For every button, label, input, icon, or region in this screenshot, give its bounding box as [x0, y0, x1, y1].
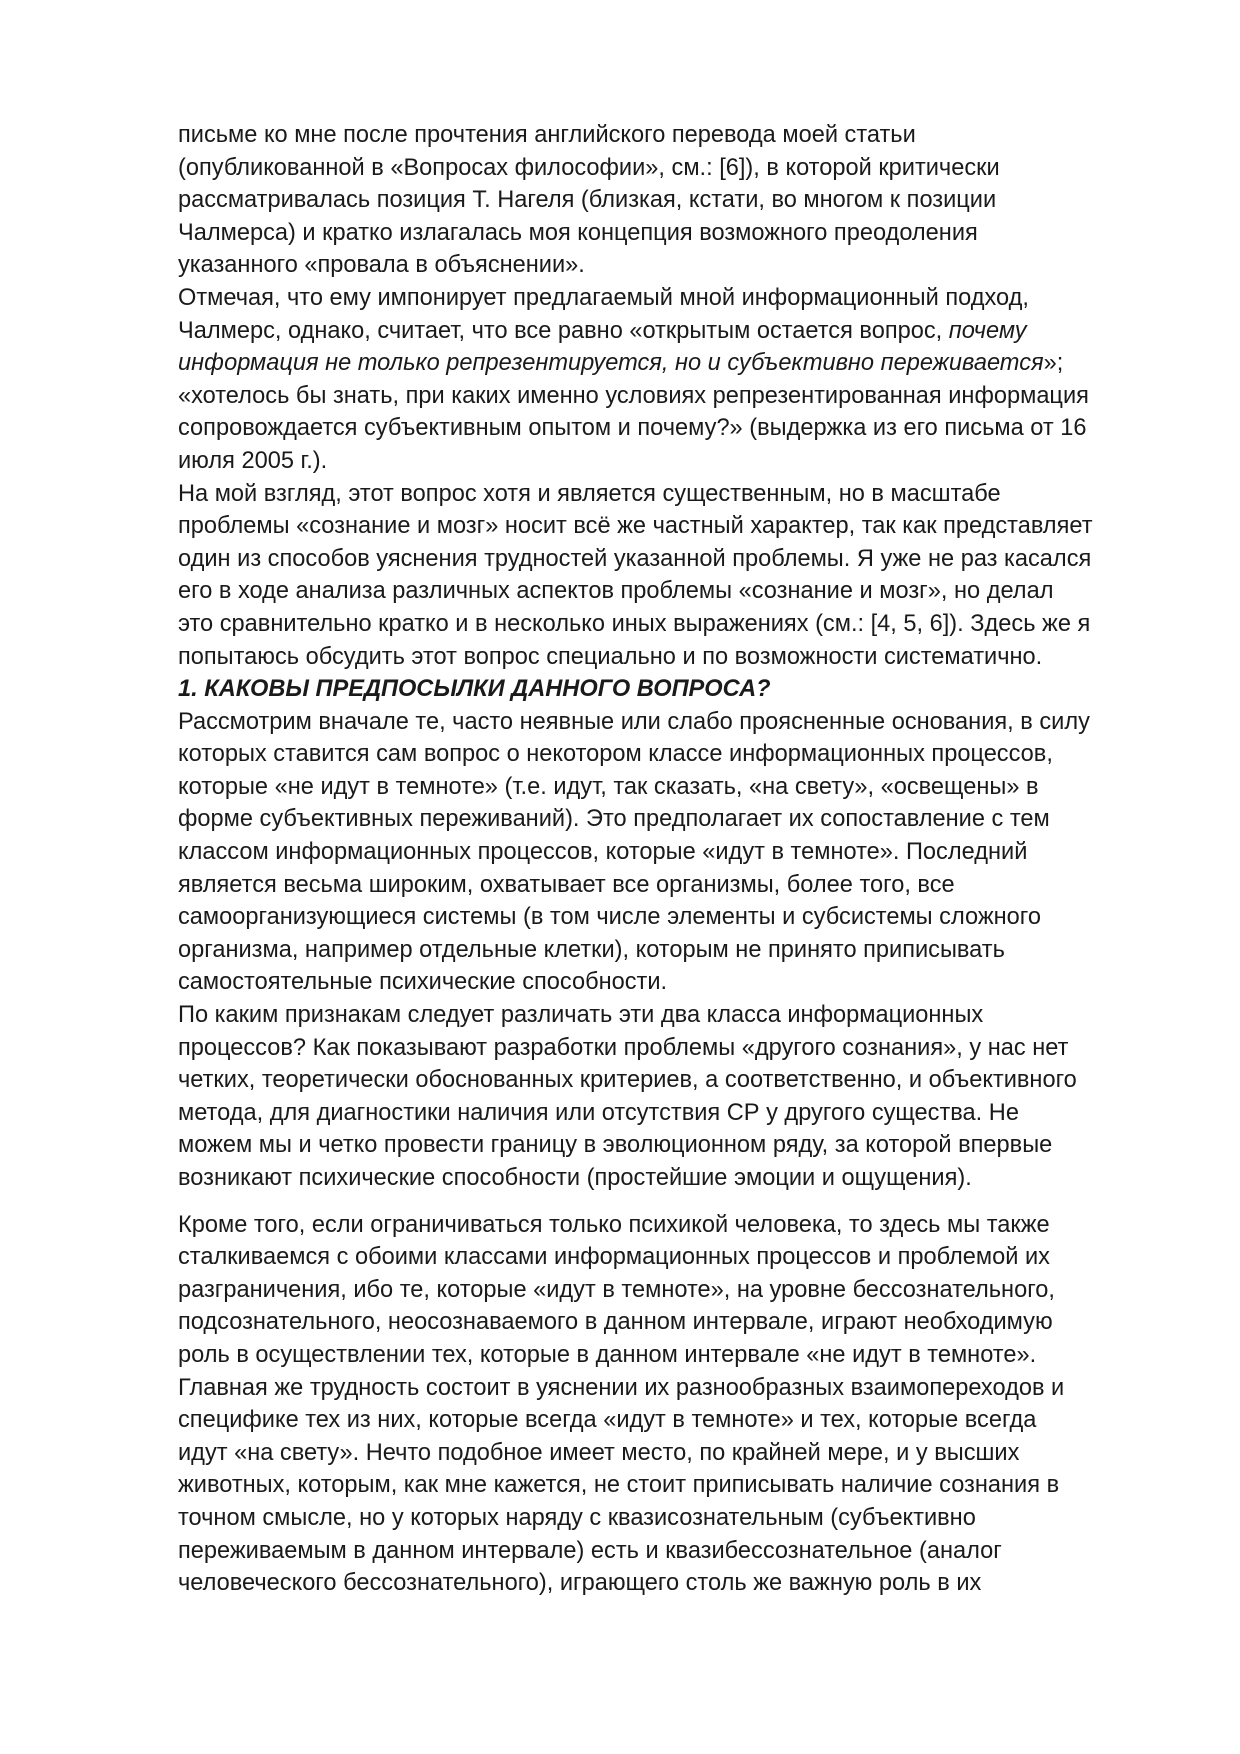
text-line — [178, 1404, 1178, 1437]
text-line — [178, 575, 1178, 608]
text-line — [178, 706, 1178, 739]
text-line — [178, 445, 1178, 478]
text-segment: его в ходе анализа различных аспектов проблемы «сознание и мозг», но делал — [178, 578, 1054, 605]
text-segment: »; — [1043, 350, 1064, 377]
text-line — [178, 673, 1178, 706]
text-segment: указанного «провала в объяснении». — [178, 252, 585, 279]
text-segment: «хотелось бы знать, при каких именно условиях репрезентированная информация — [178, 382, 1089, 409]
text-segment: подсознательного, неосознаваемого в данном интервале, играют необходимую — [178, 1309, 1053, 1336]
text-line — [178, 1162, 1178, 1195]
text-line — [178, 380, 1178, 413]
text-line — [178, 1241, 1178, 1274]
text-line — [178, 1209, 1178, 1242]
text-segment: сталкиваемся с обоими классами информационных процессов и проблемой их — [178, 1244, 1050, 1271]
text-line — [178, 901, 1178, 934]
text-line — [178, 1064, 1178, 1097]
text-segment: это сравнительно кратко и в несколько иных выражениях (см.: [4, 5, 6]). Здесь же я — [178, 610, 1091, 637]
italic-text: информация не только репрезентируется, но и субъективно переживается — [178, 350, 1044, 377]
text-segment: один из способов уяснения трудностей указанной проблемы. Я уже не раз касался — [178, 545, 1092, 572]
text-line — [178, 347, 1178, 380]
text-segment: специфике тех из них, которые всегда «идут в темноте» и тех, которые всегда — [178, 1407, 1037, 1434]
text-line — [178, 249, 1178, 282]
italic-text: почему — [948, 317, 1027, 344]
text-segment: организма, например отдельные клетки), которым не принято приписывать — [178, 936, 1005, 963]
text-segment: которых ставится сам вопрос о некотором классе информационных процессов, — [178, 741, 1053, 768]
text-line — [178, 1567, 1178, 1600]
text-line — [178, 1469, 1178, 1502]
text-line — [178, 1097, 1178, 1130]
text-line — [178, 869, 1178, 902]
text-segment: метода, для диагностики наличия или отсутствия СР у другого существа. Не — [178, 1099, 1019, 1126]
text-line — [178, 1306, 1178, 1339]
text-line — [178, 412, 1178, 445]
text-line — [178, 1274, 1178, 1307]
text-line — [178, 543, 1178, 576]
text-line — [178, 119, 1178, 152]
text-segment: можем мы и четко провести границу в эволюционном ряду, за которой впервые — [178, 1132, 1053, 1159]
text-line — [178, 152, 1178, 185]
text-segment: переживаемым в данном интервале) есть и квазибессознательное (аналог — [178, 1537, 1002, 1564]
text-line — [178, 478, 1178, 511]
text-line — [178, 771, 1178, 804]
text-line — [178, 1129, 1178, 1162]
text-segment: На мой взгляд, этот вопрос хотя и является существенным, но в масштабе — [178, 480, 1001, 507]
text-segment: идут «на свету». Нечто подобное имеет место, по крайней мере, и у высших — [178, 1439, 1020, 1466]
text-segment: возникают психические способности (простейшие эмоции и ощущения). — [178, 1165, 972, 1191]
text-segment: попытаюсь обсудить этот вопрос специально и по возможности систематично. — [178, 643, 1043, 670]
text-line — [178, 934, 1178, 967]
text-line — [178, 1372, 1178, 1405]
text-line — [178, 641, 1178, 674]
text-line — [178, 836, 1178, 869]
text-segment: классом информационных процессов, которые «идут в темноте». Последний — [178, 839, 1028, 866]
text-line — [178, 999, 1178, 1032]
text-line — [178, 803, 1178, 836]
text-segment: Кроме того, если ограничиваться только психикой человека, то здесь мы также — [178, 1211, 1050, 1238]
text-segment: Отмечая, что ему импонирует предлагаемый мной информационный подход, — [178, 284, 1029, 311]
document-body — [178, 119, 1178, 1600]
text-line — [178, 510, 1178, 543]
text-line — [178, 1339, 1178, 1372]
text-line — [178, 738, 1178, 771]
text-segment: самостоятельные психические способности. — [178, 969, 668, 996]
text-segment: Чалмерса) и кратко излагалась моя концепция возможного преодоления — [178, 219, 978, 246]
text-segment: (опубликованной в «Вопросах философии», см.: [6]), в которой критически — [178, 154, 1000, 181]
text-segment: письме ко мне после прочтения английского перевода моей статьи — [178, 122, 916, 148]
text-segment: животных, которым, как мне кажется, не стоит приписывать наличие сознания в — [178, 1472, 1060, 1499]
text-segment: роль в осуществлении тех, которые в данном интервале «не идут в темноте». — [178, 1341, 1037, 1368]
text-segment: июля 2005 г.). — [178, 447, 328, 474]
text-line — [178, 217, 1178, 250]
text-segment: форме субъективных переживаний). Это предполагает их сопоставление с тем — [178, 806, 1050, 833]
text-segment: проблемы «сознание и мозг» носит всё же частный характер, так как представляет — [178, 513, 1093, 540]
text-segment: человеческого бессознательного), играющего столь же важную роль в их — [178, 1570, 982, 1597]
text-segment: которые «не идут в темноте» (т.е. идут, так сказать, «на свету», «освещены» в — [178, 773, 1039, 800]
text-line — [178, 608, 1178, 641]
section-heading: 1. КАКОВЫ ПРЕДПОСЫЛКИ ДАННОГО ВОПРОСА? — [178, 676, 771, 703]
text-line — [178, 1032, 1178, 1065]
text-segment: процессов? Как показывают разработки проблемы «другого сознания», у нас нет — [178, 1034, 1069, 1061]
text-segment: разграничения, ибо те, которые «идут в темноте», на уровне бессознательного, — [178, 1276, 1055, 1303]
text-segment: четких, теоретически обоснованных критериев, а соответственно, и объективного — [178, 1067, 1077, 1094]
text-segment: рассматривалась позиция Т. Нагеля (близкая, кстати, во многом к позиции — [178, 187, 997, 214]
text-line — [178, 282, 1178, 315]
text-segment: сопровождается субъективным опытом и почему?» (выдержка из его письма от 16 — [178, 415, 1087, 442]
text-segment: Главная же трудность состоит в уяснении их разнообразных взаимопереходов и — [178, 1374, 1065, 1401]
text-segment: самоорганизующиеся системы (в том числе элементы и субсистемы сложного — [178, 904, 1042, 931]
text-line — [178, 1437, 1178, 1470]
text-line — [178, 184, 1178, 217]
text-segment: Рассмотрим вначале те, часто неявные или слабо проясненные основания, в силу — [178, 708, 1090, 735]
text-line — [178, 966, 1178, 999]
text-segment: По каким признакам следует различать эти два класса информационных — [178, 1002, 984, 1029]
text-line — [178, 315, 1178, 348]
text-segment: Чалмерс, однако, считает, что все равно «открытым остается вопрос, — [178, 317, 949, 344]
text-line — [178, 1535, 1178, 1568]
text-segment: точном смысле, но у которых наряду с квазисознательным (субъективно — [178, 1504, 976, 1531]
text-line — [178, 1502, 1178, 1535]
text-segment: является весьма широким, охватывает все организмы, более того, все — [178, 871, 955, 898]
